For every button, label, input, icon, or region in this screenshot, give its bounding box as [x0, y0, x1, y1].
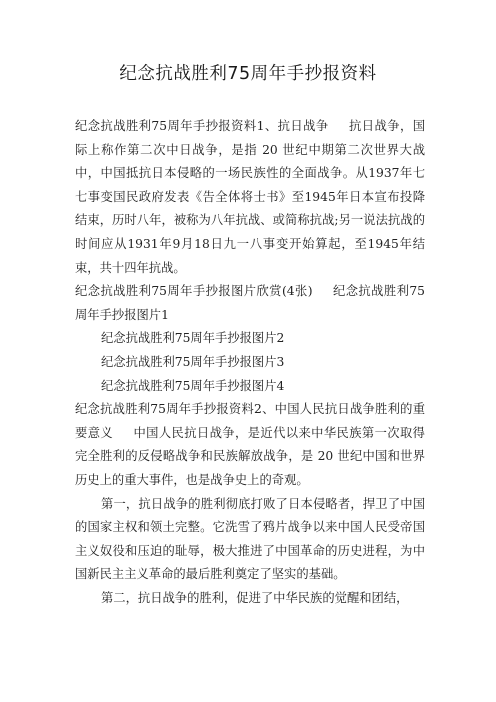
- paragraph-4: 第一，抗日战争的胜利彻底打败了日本侵略者，捍卫了中国的国家主权和领土完整。它洗雪了鸦片战争以来中国人民受帝国主义奴役和压迫的耻辱，极大推进了中国革命的历史进程，为中国新民主主义革命的最后胜利奠定了坚实的基础。: [75, 496, 425, 582]
- page-title: 纪念抗战胜利75周年手抄报资料: [119, 64, 377, 84]
- paragraph-2-heading: 纪念抗战胜利75周年手抄报图片欣赏(4张): [75, 284, 313, 299]
- paragraph-2: [75, 280, 425, 327]
- paragraph-2-text: 纪念抗战胜利75周年手抄报图片1: [75, 284, 425, 322]
- paragraph-3-heading: 纪念抗战胜利75周年手抄报资料2、中国人民抗日战争胜利的重要意义: [75, 402, 425, 440]
- paragraph-1-heading: 纪念抗战胜利75周年手抄报资料1、抗日战争: [75, 119, 329, 133]
- paragraph-1-text: 抗日战争，国际上称作第二次中日战争，是指 20 世纪中期第二次世界大战中，中国抵抗日本侵略的一场民族性的全面战争。从1937年七七事变国民政府发表《告全体将士书》至1945年日本宣布投降结束，历时八年，被称为八年抗战、或简称抗战;另一说法抗战的时间应从1931年9月18日九一八事变开始算起，至1945年结束，共十四年抗战。: [75, 119, 425, 275]
- image-caption-4: 纪念抗战胜利75周年手抄报图片4: [101, 378, 285, 393]
- paragraph-1: [75, 115, 425, 280]
- document-body: [75, 115, 425, 610]
- paragraph-3-text: 中国人民抗日战争，是近代以来中华民族第一次取得完全胜利的反侵略战争和民族解放战争，是 20 世纪中国和世界历史上的重大事件，也是战争史上的奇观。: [75, 425, 425, 487]
- image-caption-3: 纪念抗战胜利75周年手抄报图片3: [101, 354, 285, 369]
- paragraph-5: 第二，抗日战争的胜利，促进了中华民族的觉醒和团结，: [101, 590, 409, 605]
- paragraph-3: [75, 398, 425, 492]
- image-caption-2: 纪念抗战胜利75周年手抄报图片2: [101, 331, 285, 346]
